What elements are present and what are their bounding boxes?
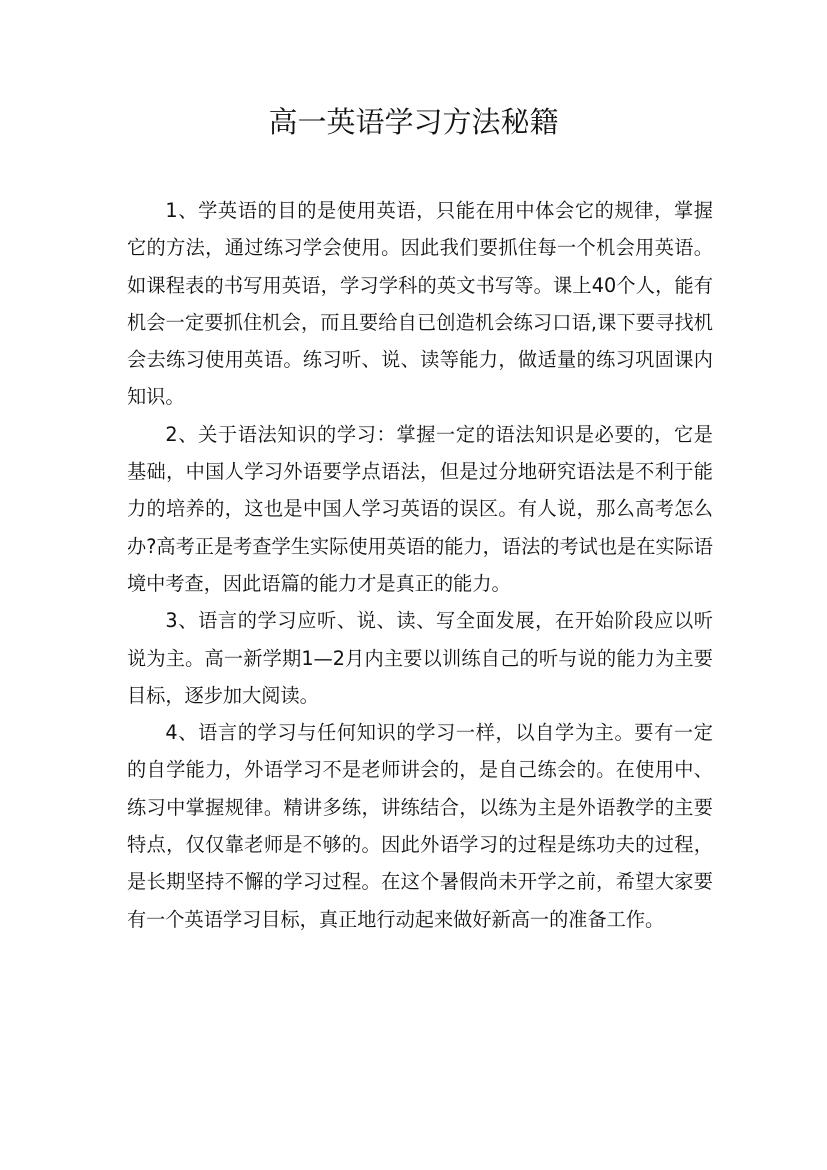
paragraph-4: 4、语言的学习与任何知识的学习一样，以自学为主。要有一定的自学能力，外语学习不是老师讲会的，是自己练会的。在使用中、练习中掌握规律。精讲多练，讲练结合，以练为主是外语教学的主要特点，仅仅靠老师是不够的。因此外语学习的过程是练功夫的过程，是长期坚持不懈的学习过程。在这个暑假尚未开学之前，希望大家要有一个英语学习目标，真正地行动起来做好新高一的准备工作。 (127, 721, 713, 931)
document-title: 高一英语学习方法秘籍 (268, 105, 559, 139)
paragraph-3: 3、语言的学习应听、说、读、写全面发展，在开始阶段应以听说为主。高一新学期1—2月内主要以训练自己的听与说的能力为主要目标，逐步加大阅读。 (127, 609, 713, 707)
paragraph-1: 1、学英语的目的是使用英语，只能在用中体会它的规律，掌握它的方法，通过练习学会使用。因此我们要抓住每一个机会用英语。如课程表的书写用英语，学习学科的英文书写等。课上40个人，能有机会一定要抓住机会，而且要给自已创造机会练习口语,课下要寻找机会去练习使用英语。练习听、说、读等能力，做适量的练习巩固课内知识。 (127, 199, 713, 409)
document-body (127, 192, 713, 938)
paragraph-2: 2、关于语法知识的学习：掌握一定的语法知识是必要的，它是基础，中国人学习外语要学点语法，但是过分地研究语法是不利于能力的培养的，这也是中国人学习英语的误区。有人说，那么高考怎么办?高考正是考查学生实际使用英语的能力，语法的考试也是在实际语境中考查，因此语篇的能力才是真正的能力。 (127, 422, 713, 595)
